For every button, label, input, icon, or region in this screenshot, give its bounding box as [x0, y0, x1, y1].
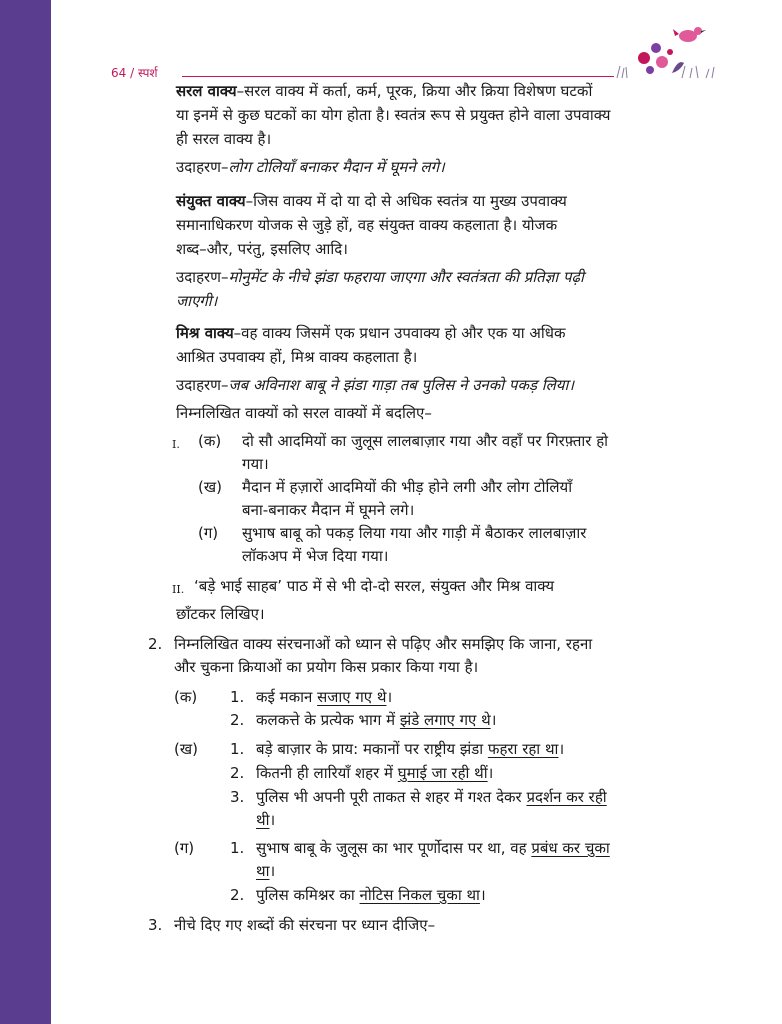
q2-ga-n2: 2.	[230, 886, 245, 904]
item-ka-label: (क)	[198, 432, 222, 450]
term-complex: मिश्र वाक्य	[176, 324, 234, 342]
question-3-text: नीचे दिए गए शब्दों की संरचना पर ध्यान दीजिए–	[174, 916, 436, 934]
q2-kha-label: (ख)	[174, 740, 198, 758]
q2-kha-n2: 2.	[230, 764, 245, 782]
q2-ka-n2: 2.	[230, 711, 245, 729]
question-2-line2: और चुकना क्रियाओं का प्रयोग किस प्रकार किया गया है।	[174, 658, 479, 676]
complex-example: उदाहरण–जब अविनाश बाबू ने झंडा गाड़ा तब पुलिस ने उनको पकड़ लिया।	[176, 376, 575, 394]
term-compound: संयुक्त वाक्य	[176, 192, 246, 210]
roman-numeral-1: I.	[172, 438, 180, 451]
item-kha-line1: मैदान में हज़ारों आदमियों की भीड़ होने लगी और लोग टोलियाँ	[242, 478, 573, 496]
q2-ka-n1: 1.	[230, 688, 245, 706]
bird-icon	[673, 27, 706, 42]
item-ka-line2: गया।	[242, 455, 269, 473]
instruction: निम्नलिखित वाक्यों को सरल वाक्यों में बदलिए–	[176, 404, 432, 422]
q2-ga-n1: 1.	[230, 839, 245, 857]
page-header: 64 / स्पर्श	[111, 66, 158, 80]
flower-icon	[638, 43, 684, 74]
compound-definition-line3: शब्द–और, परंतु, इसलिए आदि।	[176, 240, 348, 258]
item-ga-line1: सुभाष बाबू को पकड़ लिया गया और गाड़ी में बैठाकर लालबाज़ार	[242, 524, 587, 542]
part2-line2: छाँटकर लिखिए।	[176, 605, 265, 623]
compound-definition-line2: समानाधिकरण योजक से जुड़े हों, वह संयुक्त वाक्य कहलाता है। योजक	[176, 216, 558, 234]
q2-kha-n1: 1.	[230, 740, 245, 758]
q2-ga-sentence1-line1: सुभाष बाबू के जुलूस का भार पूर्णोदास पर था, वह प्रबंध कर चुका	[256, 839, 610, 857]
question-2-line1: निम्नलिखित वाक्य संरचनाओं को ध्यान से पढ़िए और समझिए कि जाना, रहना	[174, 635, 593, 653]
item-ga-label: (ग)	[198, 524, 219, 542]
q2-ga-sentence2: पुलिस कमिश्नर का नोटिस निकल चुका था।	[256, 886, 486, 904]
term-simple: सरल वाक्य	[176, 82, 237, 100]
simple-definition-line2: या इनमें से कुछ घटकों का योग होता है। स्वतंत्र रूप से प्रयुक्त होने वाला उपवाक्य	[176, 106, 611, 124]
roman-numeral-2: II.	[172, 583, 185, 596]
header-rule	[182, 76, 614, 77]
simple-example: उदाहरण–लोग टोलियाँ बनाकर मैदान में घूमने लगे।	[176, 158, 445, 176]
item-kha-line2: बना-बनाकर मैदान में घूमने लगे।	[242, 501, 415, 519]
compound-example-line2: जाएगी।	[176, 292, 218, 310]
side-bar	[0, 0, 51, 1024]
flowers-bird-illustration	[612, 18, 722, 88]
item-ka-line1: दो सौ आदमियों का जुलूस लालबाज़ार गया और वहाँ पर गिरफ़्तार हो	[242, 432, 609, 450]
q2-kha-n3: 3.	[230, 788, 245, 806]
compound-definition-line1: संयुक्त वाक्य–जिस वाक्य में दो या दो से अधिक स्वतंत्र या मुख्य उपवाक्य	[176, 192, 567, 210]
compound-example-line1: उदाहरण–मोनुमेंट के नीचे झंडा फहराया जाएगा और स्वतंत्रता की प्रतिज्ञा पढ़ी	[176, 268, 584, 286]
q2-kha-sentence1: बड़े बाज़ार के प्राय: मकानों पर राष्ट्रीय झंडा फहरा रहा था।	[256, 740, 565, 758]
q2-ka-label: (क)	[174, 688, 198, 706]
q2-ga-sentence1-line2: था।	[256, 862, 276, 880]
simple-definition-line3: ही सरल वाक्य है।	[176, 130, 272, 148]
question-3-number: 3.	[148, 916, 163, 934]
q2-ka-sentence2: कलकत्ते के प्रत्येक भाग में झंडे लगाए गए थे।	[256, 711, 497, 729]
grass-icon	[617, 66, 714, 78]
q2-ga-label: (ग)	[174, 839, 195, 857]
q2-kha-sentence3-line1: पुलिस भी अपनी पूरी ताकत से शहर में गश्त देकर प्रदर्शन कर रही	[256, 788, 607, 806]
simple-definition-line1: सरल वाक्य–सरल वाक्य में कर्ता, कर्म, पूरक, क्रिया और क्रिया विशेषण घटकों	[176, 82, 593, 100]
q2-ka-sentence1: कई मकान सजाए गए थे।	[256, 688, 393, 706]
complex-definition-line2: आश्रित उपवाक्य हों, मिश्र वाक्य कहलाता है।	[176, 348, 418, 366]
item-kha-label: (ख)	[198, 478, 222, 496]
complex-definition-line1: मिश्र वाक्य–वह वाक्य जिसमें एक प्रधान उपवाक्य हो और एक या अधिक	[176, 324, 566, 342]
q2-kha-sentence3-line2: थी।	[256, 811, 276, 829]
question-2-number: 2.	[148, 635, 163, 653]
q2-kha-sentence2: कितनी ही लारियाँ शहर में घुमाई जा रही थीं।	[256, 764, 494, 782]
part2-line1: ‘बड़े भाई साहब’ पाठ में से भी दो-दो सरल, संयुक्त और मिश्र वाक्य	[194, 577, 555, 595]
item-ga-line2: लॉकअप में भेज दिया गया।	[242, 547, 389, 565]
